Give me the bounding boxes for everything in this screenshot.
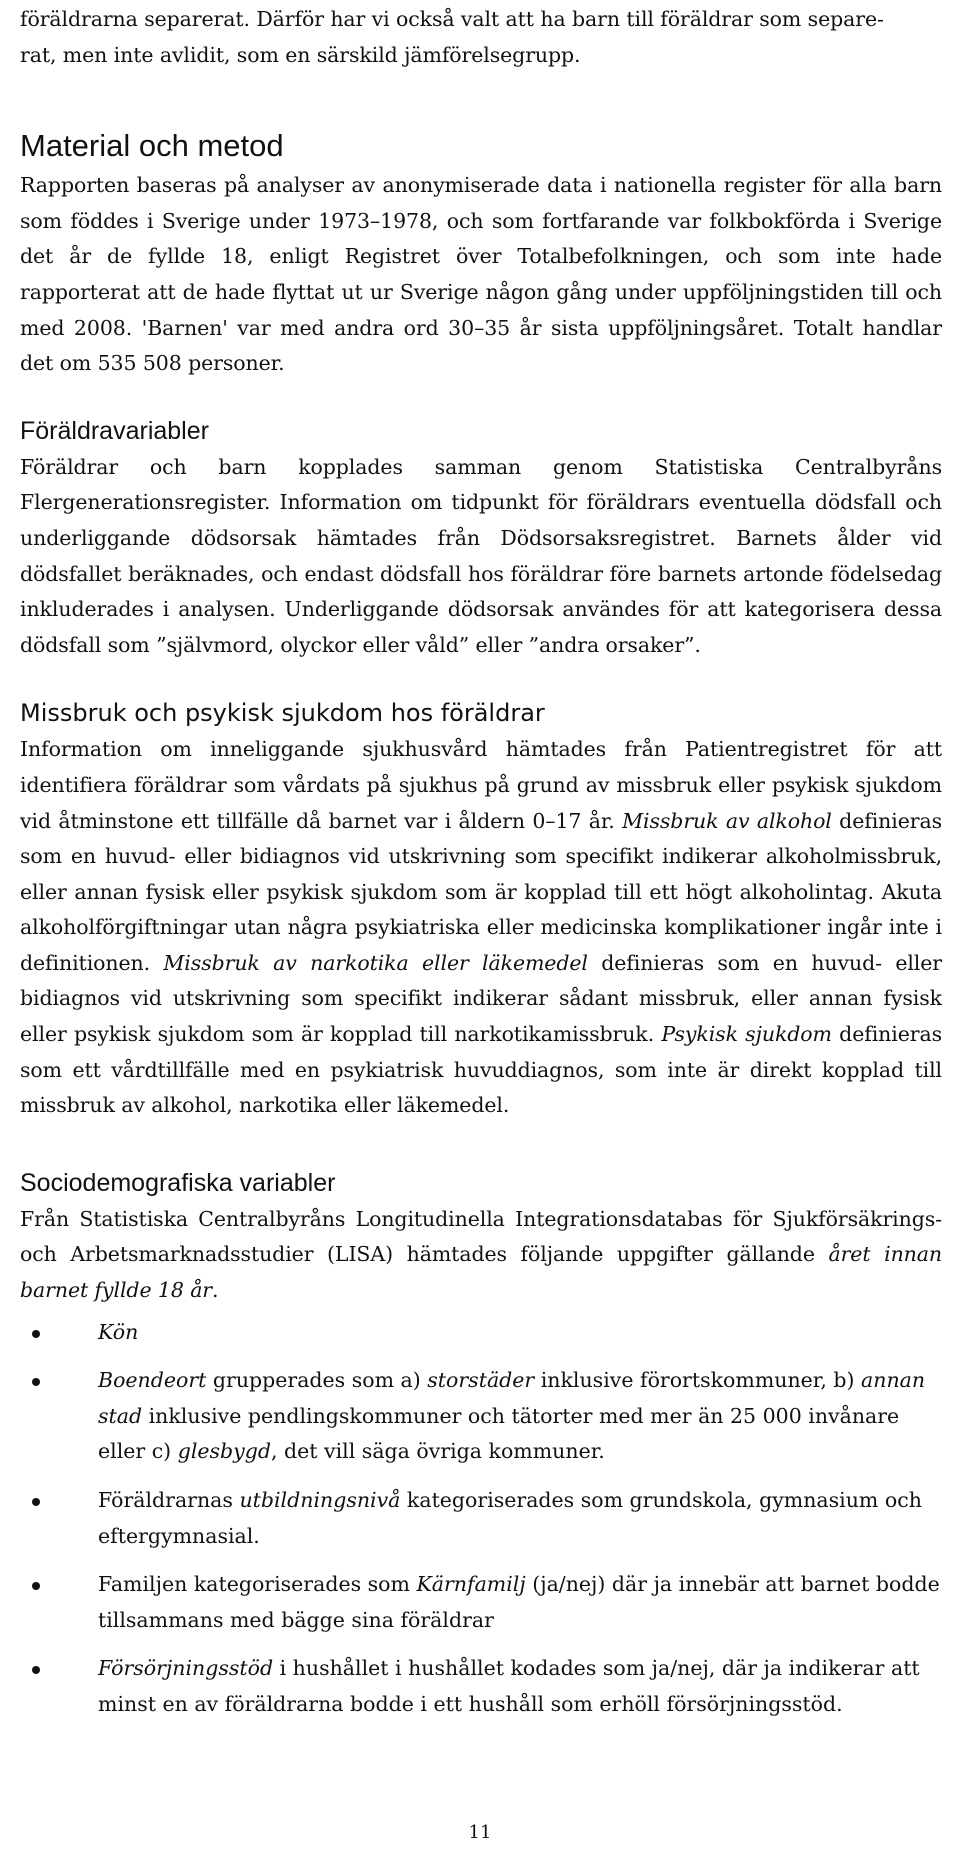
item-text: Familjen kategoriserades som	[98, 1572, 417, 1597]
item-text: Föräldrarnas	[98, 1488, 240, 1512]
item-term: annan stad	[98, 1368, 926, 1428]
foraldravariabler-paragraph: Föräldrar och barn kopplades samman genom Statistiska Centralbyråns Flergenerationsregister. Information om tidpunkt för föräldrars eventuella dödsfall och underliggande dödsorsak hämtades från Dödsorsaksregistret. Barnets ålder vid dödsfallet beräknades, och endast dödsfall hos föräldrar före barnets artonde födelsedag inkluderades i analysen. Underliggande dödsorsak användes för att kategorisera dessa dödsfall som ”självmord, olyckor eller våld” eller ”andra orsaker”.	[20, 454, 942, 657]
intro-line-1: föräldrarna separerat. Därför har vi också valt att ha barn till föräldrar som separe-	[20, 7, 884, 31]
missbruk-text-1: Information om inneliggande sjukhusvård hämtades från Patientregistret för att identifiera föräldrar som vårdats på sjukhus på grund av missbruk eller psykisk sjukdom vid åtminstone ett tillfälle då barnet var i åldern 0–17 år.	[20, 737, 942, 833]
item-text: kategoriserades som grundskola, gymnasium och eftergymnasial.	[98, 1488, 922, 1548]
heading-sociodemografiska: Sociodemografiska variabler	[20, 1168, 336, 1197]
missbruk-text-4: definieras som ett vårdtillfälle med en psykiatrisk huvuddiagnos, som inte är direkt kopplad till missbruk av alkohol, narkotika eller läkemedel.	[20, 1022, 943, 1118]
item-term: storstäder	[427, 1368, 535, 1393]
socio-text-2: .	[212, 1278, 219, 1303]
item-text: grupperades som a)	[206, 1368, 428, 1393]
item-text: , det vill säga övriga kommuner.	[270, 1439, 605, 1464]
list-item	[20, 1651, 942, 1722]
heading-foraldravariabler: Föräldravariabler	[20, 416, 209, 445]
missbruk-term-narkotika: Missbruk av narkotika eller läkemedel	[163, 950, 588, 975]
missbruk-term-alkohol: Missbruk av alkohol	[622, 808, 832, 833]
intro-paragraph	[20, 2, 942, 73]
missbruk-paragraph	[20, 732, 942, 1124]
item-text: i hushållet i hushållet kodades som ja/nej, där ja indikerar att minst en av föräldrarna bodde i ett hushåll som erhöll försörjningsstöd.	[98, 1656, 920, 1716]
socio-paragraph	[20, 1202, 942, 1309]
bullet-icon	[32, 1582, 40, 1590]
item-term: Försörjningsstöd	[98, 1656, 274, 1681]
page-number: 11	[468, 1822, 492, 1843]
list-item	[20, 1315, 942, 1351]
list-item	[20, 1567, 942, 1638]
item-term: Kön	[98, 1319, 139, 1344]
item-term: utbildningsnivå	[239, 1488, 401, 1512]
item-text: inklusive pendlingskommuner och tätorter med mer än 25 000 invånare eller c)	[98, 1403, 900, 1464]
missbruk-text-3: definieras som en huvud- eller bidiagnos vid utskrivning som specifikt indikerar sådant missbruk, eller annan fysisk eller psykisk sjukdom som är kopplad till narkotikamissbruk.	[20, 950, 942, 1047]
item-text: (ja/nej) där ja innebär att barnet bodde tillsammans med bägge sina föräldrar	[98, 1572, 940, 1632]
item-term: Kärnfamilj	[416, 1572, 526, 1597]
heading-material-och-metod: Material och metod	[20, 128, 284, 164]
bullet-icon	[32, 1330, 40, 1338]
bullet-icon	[32, 1666, 40, 1674]
list-item	[20, 1483, 942, 1554]
item-term: Boendeort	[98, 1368, 207, 1393]
item-term: glesbygd	[177, 1439, 271, 1464]
material-paragraph: Rapporten baseras på analyser av anonymiserade data i nationella register för alla barn som föddes i Sverige under 1973–1978, och som fortfarande var folkbokförda i Sverige det år de fyllde 18, enligt Registret över Totalbefolkningen, och som inte hade rapporterat att de hade flyttat ut ur Sverige någon gång under uppföljningstiden till och med 2008. 'Barnen' var med andra ord 30–35 år sista uppföljningsåret. Totalt handlar det om 535 508 personer.	[20, 173, 942, 376]
item-text: inklusive förortskommuner, b)	[534, 1368, 862, 1393]
bullet-icon	[32, 1378, 40, 1386]
document-page	[20, 0, 942, 1723]
list-item	[20, 1363, 942, 1470]
heading-missbruk: Missbruk och psykisk sjukdom hos föräldrar	[20, 699, 545, 728]
missbruk-text-2: definieras som en huvud- eller bidiagnos vid utskrivning som specifikt indikerar alkoholmissbruk, eller annan fysisk eller psykisk sjukdom som är kopplad till ett högt alkoholintag. Akuta alkoholförgiftningar utan några psykiatriska eller medicinska komplikationer ingår inte i definitionen.	[20, 808, 943, 975]
missbruk-term-psykisk: Psykisk sjukdom	[661, 1022, 832, 1047]
bullet-icon	[32, 1498, 40, 1506]
variable-list	[20, 1315, 942, 1723]
socio-text-1: Från Statistiska Centralbyråns Longitudinella Integrationsdatabas för Sjukförsäkrings- och Arbetsmarknadsstudier (LISA) hämtades följande uppgifter gällande	[20, 1206, 942, 1267]
intro-line-2: rat, men inte avlidit, som en särskild jämförelsegrupp.	[20, 42, 581, 67]
socio-term-aret: året innan barnet fyllde 18 år	[20, 1242, 942, 1303]
